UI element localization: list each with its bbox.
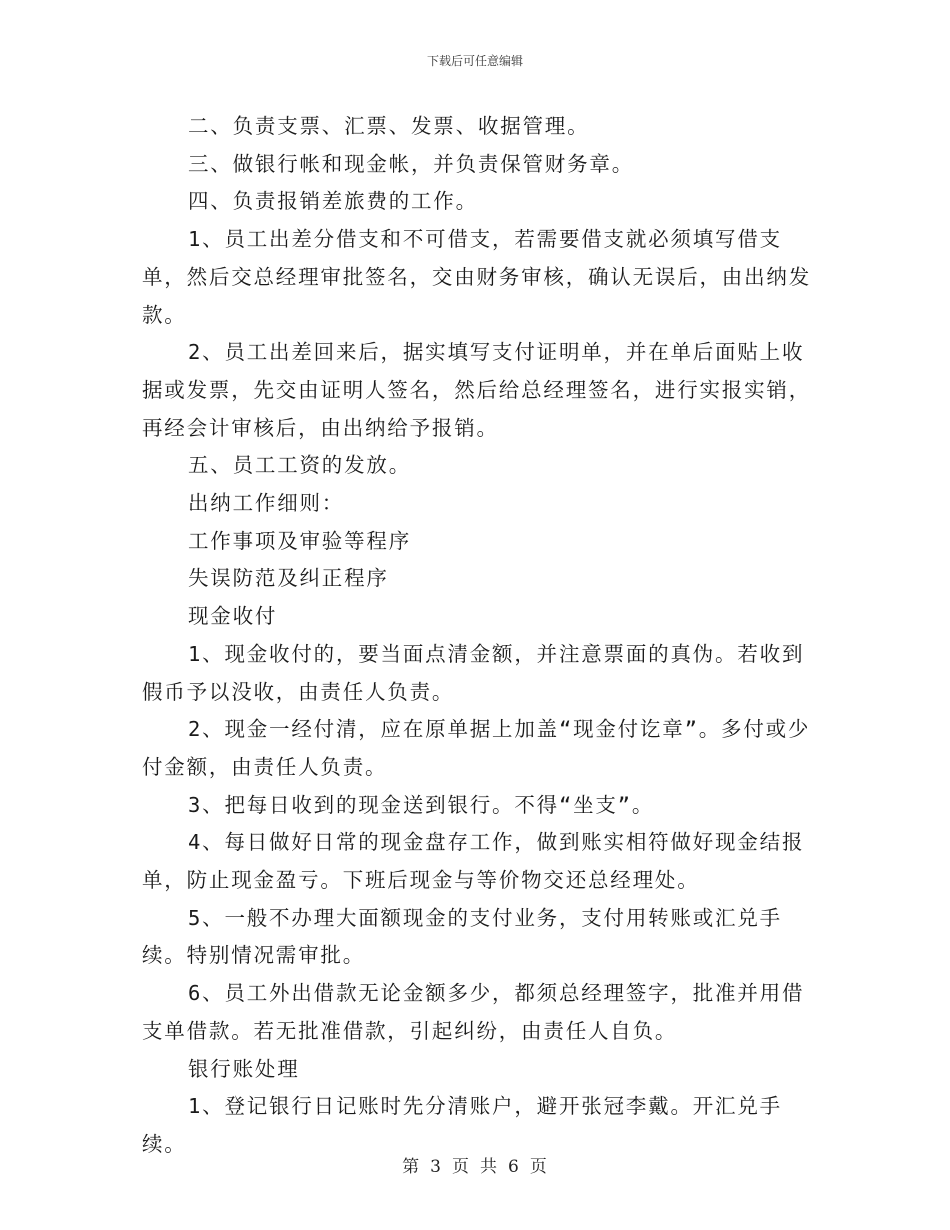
paragraph: 6、员工外出借款无论金额多少，都须总经理签字，批准并用借支单借款。若无批准借款，引起纠纷，由责任人自负。 — [142, 981, 805, 1043]
document-body — [142, 108, 822, 1164]
paragraph: 三、做银行帐和现金帐，并负责保管财务章。 — [188, 151, 634, 176]
paragraph: 现金收付 — [188, 604, 278, 629]
paragraph: 银行账处理 — [188, 1056, 300, 1081]
page-number: 3 — [430, 1157, 442, 1177]
paragraph: 1、登记银行日记账时先分清账户，避开张冠李戴。开汇兑手续。 — [142, 1094, 782, 1156]
paragraph: 2、现金一经付清，应在原单据上加盖“现金付讫章”。多付或少付金额，由责任人负责。 — [142, 717, 811, 779]
paragraph: 失误防范及纠正程序 — [188, 566, 389, 591]
paragraph: 2、员工出差回来后，据实填写支付证明单，并在单后面贴上收据或发票，先交由证明人签名，然后给总经理签名，进行实报实销，再经会计审核后，由出纳给予报销。 — [142, 340, 811, 440]
page-footer — [0, 1152, 950, 1177]
paragraph: 3、把每日收到的现金送到银行。不得“坐支”。 — [188, 792, 655, 817]
paragraph: 二、负责支票、汇票、发票、收据管理。 — [188, 114, 590, 138]
paragraph: 四、负责报销差旅费的工作。 — [188, 189, 478, 214]
footer-label-ye2: 页 — [529, 1157, 548, 1177]
page-header: 下载后可任意编辑 — [426, 54, 523, 68]
page-total: 6 — [508, 1157, 520, 1177]
footer-label-di: 第 — [402, 1157, 421, 1177]
footer-label-gong: 共 — [480, 1157, 498, 1177]
footer-label-ye: 页 — [452, 1157, 470, 1177]
paragraph: 五、员工工资的发放。 — [188, 453, 411, 478]
paragraph: 1、现金收付的，要当面点清金额，并注意票面的真伪。若收到假币予以没收，由责任人负责。 — [142, 641, 805, 704]
paragraph: 4、每日做好日常的现金盘存工作，做到账实相符做好现金结报单，防止现金盈亏。下班后现金与等价物交还总经理处。 — [142, 830, 805, 893]
paragraph: 1、员工出差分借支和不可借支，若需要借支就必须填写借支单，然后交总经理审批签名，交由财务审核，确认无误后，由出纳发款。 — [142, 227, 811, 327]
paragraph: 出纳工作细则： — [188, 491, 345, 516]
paragraph: 工作事项及审验等程序 — [188, 528, 411, 553]
paragraph: 5、一般不办理大面额现金的支付业务，支付用转账或汇兑手续。特别情况需审批。 — [142, 905, 782, 968]
